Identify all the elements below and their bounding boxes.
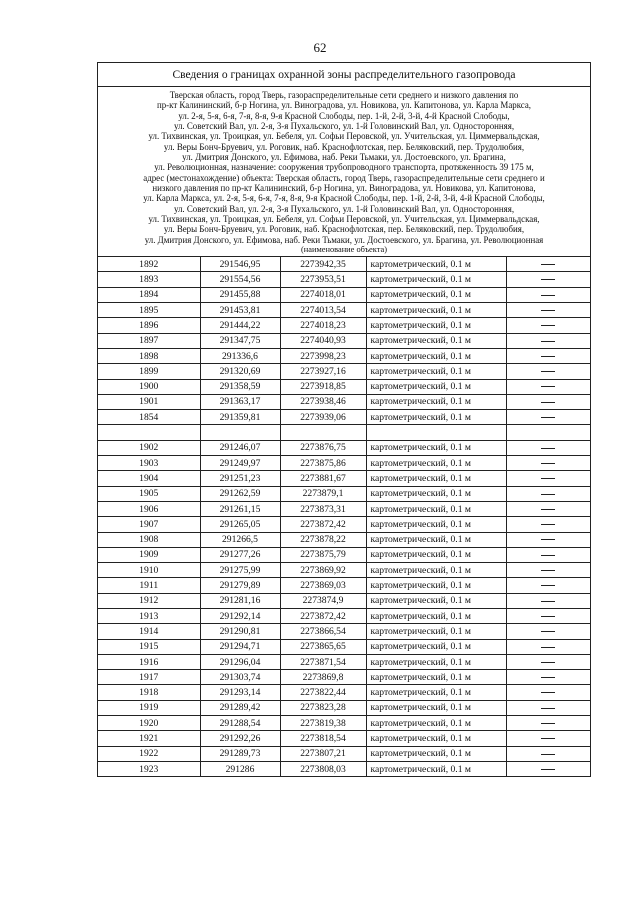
point-number-cell: 1902 (98, 440, 200, 455)
y-coordinate-cell: 2273942,35 (280, 257, 366, 272)
description-cell (506, 746, 590, 761)
point-number-cell: 1900 (98, 379, 200, 394)
table-row (98, 333, 590, 348)
x-coordinate-cell: 291289,42 (200, 700, 280, 715)
table-row (98, 547, 590, 562)
dash-mark (541, 677, 555, 678)
dash-mark (541, 647, 555, 648)
description-cell (506, 716, 590, 731)
table-row (98, 517, 590, 532)
description-cell (506, 639, 590, 654)
method-cell: картометрический, 0.1 м (366, 410, 506, 425)
dash-mark (541, 310, 555, 311)
description-cell (506, 425, 590, 440)
point-number-cell: 1917 (98, 670, 200, 685)
point-number-cell: 1912 (98, 593, 200, 608)
table-row (98, 670, 590, 685)
point-number-cell: 1907 (98, 517, 200, 532)
y-coordinate-cell: 2273873,31 (280, 501, 366, 516)
dash-mark (541, 616, 555, 617)
dash-mark (541, 279, 555, 280)
point-number-cell: 1908 (98, 532, 200, 547)
dash-mark (541, 341, 555, 342)
point-number-cell: 1854 (98, 410, 200, 425)
point-number-cell: 1913 (98, 608, 200, 623)
y-coordinate-cell: 2273818,54 (280, 731, 366, 746)
x-coordinate-cell: 291358,59 (200, 379, 280, 394)
table-row (98, 608, 590, 623)
x-coordinate-cell: 291265,05 (200, 517, 280, 532)
description-cell (506, 731, 590, 746)
method-cell: картометрический, 0.1 м (366, 670, 506, 685)
dash-mark (541, 662, 555, 663)
description-line: ул. Советский Вал, ул. 2-я, 3-я Пухальского, ул. 1-й Головинский Вал, ул. Односторонняя, (173, 203, 515, 214)
method-cell: картометрический, 0.1 м (366, 578, 506, 593)
method-cell: картометрический, 0.1 м (366, 563, 506, 578)
dash-mark (541, 754, 555, 755)
table-row (98, 379, 590, 394)
table-row (98, 394, 590, 409)
dash-mark (541, 509, 555, 510)
table-row (98, 639, 590, 654)
x-coordinate-cell: 291266,5 (200, 532, 280, 547)
dash-mark (541, 325, 555, 326)
table-row (98, 257, 590, 272)
table-row (98, 501, 590, 516)
dash-mark (541, 539, 555, 540)
point-number-cell: 1911 (98, 578, 200, 593)
description-cell (506, 532, 590, 547)
method-cell: картометрический, 0.1 м (366, 318, 506, 333)
y-coordinate-cell: 2273872,42 (280, 608, 366, 623)
description-cell (506, 670, 590, 685)
dash-mark (541, 402, 555, 403)
table-row (98, 440, 590, 455)
y-coordinate-cell: 2274013,54 (280, 303, 366, 318)
point-number-cell: 1904 (98, 471, 200, 486)
table-row (98, 700, 590, 715)
x-coordinate-cell: 291292,14 (200, 608, 280, 623)
table-row (98, 746, 590, 761)
method-cell: картометрический, 0.1 м (366, 547, 506, 562)
point-number-cell: 1914 (98, 624, 200, 639)
point-number-cell: 1905 (98, 486, 200, 501)
description-cell (506, 501, 590, 516)
method-cell: картометрический, 0.1 м (366, 731, 506, 746)
y-coordinate-cell: 2273807,21 (280, 746, 366, 761)
method-cell: картометрический, 0.1 м (366, 333, 506, 348)
y-coordinate-cell: 2273881,67 (280, 471, 366, 486)
method-cell: картометрический, 0.1 м (366, 517, 506, 532)
x-coordinate-cell: 291554,56 (200, 272, 280, 287)
description-cell (506, 471, 590, 486)
table-row (98, 578, 590, 593)
point-number-cell: 1896 (98, 318, 200, 333)
description-line: ул. Дмитрия Донского, ул. Ефимова, наб. Реки Тьмаки, ул. Достоевского, ул. Брагина, (182, 152, 506, 163)
method-cell: картометрический, 0.1 м (366, 456, 506, 471)
object-name-caption: (наименование объекта) (300, 245, 387, 255)
y-coordinate-cell: 2273869,03 (280, 578, 366, 593)
y-coordinate-cell (280, 425, 366, 440)
method-cell: картометрический, 0.1 м (366, 303, 506, 318)
x-coordinate-cell: 291320,69 (200, 364, 280, 379)
table-row (98, 624, 590, 639)
description-cell (506, 547, 590, 562)
dash-mark (541, 769, 555, 770)
description-line: Тверская область, город Тверь, газораспределительные сети среднего и низкого давления по (169, 90, 519, 100)
dash-mark (541, 295, 555, 296)
table-row (98, 685, 590, 700)
method-cell: картометрический, 0.1 м (366, 440, 506, 455)
table-row (98, 471, 590, 486)
table-row (98, 716, 590, 731)
x-coordinate-cell: 291290,81 (200, 624, 280, 639)
method-cell: картометрический, 0.1 м (366, 593, 506, 608)
table-row (98, 563, 590, 578)
x-coordinate-cell: 291286 (200, 761, 280, 776)
method-cell: картометрический, 0.1 м (366, 685, 506, 700)
dash-mark (541, 463, 555, 464)
method-cell: картометрический, 0.1 м (366, 394, 506, 409)
coordinates-table (98, 256, 590, 776)
description-cell (506, 287, 590, 302)
x-coordinate-cell: 291275,99 (200, 563, 280, 578)
dash-mark (541, 494, 555, 495)
dash-mark (541, 555, 555, 556)
y-coordinate-cell: 2273938,46 (280, 394, 366, 409)
table-row (98, 761, 590, 776)
method-cell: картометрический, 0.1 м (366, 624, 506, 639)
dash-mark (541, 585, 555, 586)
x-coordinate-cell: 291246,07 (200, 440, 280, 455)
description-cell (506, 272, 590, 287)
description-line: ул. Тихвинская, ул. Троицкая, ул. Бебеля, ул. Софьи Перовской, ул. Учительская, ул. Циммервальдская, (148, 131, 540, 142)
method-cell: картометрический, 0.1 м (366, 379, 506, 394)
description-line: ул. 2-я, 5-я, 6-я, 7-я, 8-я, 9-я Красной Слободы, пер. 1-й, 2-й, 3-й, 4-й Красной Слободы, (178, 110, 510, 121)
dash-mark (541, 448, 555, 449)
dash-mark (541, 478, 555, 479)
dash-mark (541, 738, 555, 739)
point-number-cell: 1916 (98, 654, 200, 669)
table-row (98, 654, 590, 669)
y-coordinate-cell: 2273875,86 (280, 456, 366, 471)
x-coordinate-cell: 291294,71 (200, 639, 280, 654)
method-cell: картометрический, 0.1 м (366, 287, 506, 302)
point-number-cell: 1921 (98, 731, 200, 746)
x-coordinate-cell: 291359,81 (200, 410, 280, 425)
description-cell (506, 486, 590, 501)
method-cell: картометрический, 0.1 м (366, 746, 506, 761)
description-line: ул. Тихвинская, ул. Троицкая, ул. Бебеля, ул. Софьи Перовской, ул. Учительская, ул. Циммервальдская, (148, 214, 540, 225)
y-coordinate-cell: 2273998,23 (280, 348, 366, 363)
description-line: ул. Дмитрия Донского, ул. Ефимова, наб. Реки Тьмаки, ул. Достоевского, ул. Брагина, ул. Революционная (144, 234, 544, 245)
y-coordinate-cell: 2273822,44 (280, 685, 366, 700)
y-coordinate-cell: 2273875,79 (280, 547, 366, 562)
x-coordinate-cell: 291262,59 (200, 486, 280, 501)
description-cell (506, 410, 590, 425)
document-title: Сведения о границах охранной зоны распределительного газопровода (98, 63, 590, 87)
point-number-cell (98, 425, 200, 440)
y-coordinate-cell: 2273876,75 (280, 440, 366, 455)
description-cell (506, 624, 590, 639)
description-line: ул. Веры Бонч-Бруевич, ул. Роговик, наб. Краснофлотская, пер. Беляковский, пер. Трудолюбия, (163, 141, 525, 152)
y-coordinate-cell: 2273872,42 (280, 517, 366, 532)
x-coordinate-cell (200, 425, 280, 440)
x-coordinate-cell: 291279,89 (200, 578, 280, 593)
x-coordinate-cell: 291281,16 (200, 593, 280, 608)
x-coordinate-cell: 291296,04 (200, 654, 280, 669)
description-cell (506, 303, 590, 318)
dash-mark (541, 692, 555, 693)
x-coordinate-cell: 291251,23 (200, 471, 280, 486)
point-number-cell: 1909 (98, 547, 200, 562)
point-number-cell: 1898 (98, 348, 200, 363)
y-coordinate-cell: 2273869,92 (280, 563, 366, 578)
point-number-cell: 1910 (98, 563, 200, 578)
description-cell (506, 456, 590, 471)
description-cell (506, 578, 590, 593)
x-coordinate-cell: 291444,22 (200, 318, 280, 333)
boundary-sheet (97, 62, 591, 777)
y-coordinate-cell: 2273879,1 (280, 486, 366, 501)
y-coordinate-cell: 2273939,06 (280, 410, 366, 425)
description-line: ул. Революционная, назначение: сооружения трубопроводного транспорта, протяженность 39 175 м, (154, 162, 534, 173)
point-number-cell: 1923 (98, 761, 200, 776)
method-cell: картометрический, 0.1 м (366, 364, 506, 379)
point-number-cell: 1918 (98, 685, 200, 700)
method-cell: картометрический, 0.1 м (366, 501, 506, 516)
point-number-cell: 1901 (98, 394, 200, 409)
dash-mark (541, 356, 555, 357)
y-coordinate-cell: 2274018,01 (280, 287, 366, 302)
table-row (98, 731, 590, 746)
point-number-cell: 1895 (98, 303, 200, 318)
x-coordinate-cell: 291453,81 (200, 303, 280, 318)
description-cell (506, 333, 590, 348)
method-cell: картометрический, 0.1 м (366, 532, 506, 547)
description-line: ул. Веры Бонч-Бруевич, ул. Роговик, наб. Краснофлотская, пер. Беляковский, пер. Трудолюбия, (163, 224, 525, 235)
dash-mark (541, 417, 555, 418)
table-row (98, 486, 590, 501)
point-number-cell: 1897 (98, 333, 200, 348)
method-cell: картометрический, 0.1 м (366, 471, 506, 486)
description-cell (506, 685, 590, 700)
method-cell: картометрический, 0.1 м (366, 700, 506, 715)
description-line: ул. Карла Маркса, ул. 2-я, 5-я, 6-я, 7-я, 8-я, 9-я Красной Слободы, пер. 1-й, 2-й, 3-й, 4-й Красной Слободы, (143, 193, 545, 204)
point-number-cell: 1892 (98, 257, 200, 272)
x-coordinate-cell: 291363,17 (200, 394, 280, 409)
method-cell: картометрический, 0.1 м (366, 257, 506, 272)
dash-mark (541, 723, 555, 724)
description-cell (506, 563, 590, 578)
y-coordinate-cell: 2273918,85 (280, 379, 366, 394)
method-cell: картометрический, 0.1 м (366, 348, 506, 363)
point-number-cell: 1915 (98, 639, 200, 654)
table-row (98, 425, 590, 440)
description-cell (506, 394, 590, 409)
method-cell: картометрический, 0.1 м (366, 654, 506, 669)
page-number: 62 (313, 40, 327, 55)
method-cell: картометрический, 0.1 м (366, 608, 506, 623)
description-line: низкого давления по пр-кт Калининский, б-р Ногина, ул. Виноградова, ул. Новикова, ул. Капитонова, (152, 183, 536, 194)
x-coordinate-cell: 291546,95 (200, 257, 280, 272)
table-row (98, 287, 590, 302)
description-cell (506, 593, 590, 608)
x-coordinate-cell: 291277,26 (200, 547, 280, 562)
y-coordinate-cell: 2273927,16 (280, 364, 366, 379)
x-coordinate-cell: 291289,73 (200, 746, 280, 761)
y-coordinate-cell: 2273874,9 (280, 593, 366, 608)
dash-mark (541, 601, 555, 602)
x-coordinate-cell: 291293,14 (200, 685, 280, 700)
method-cell (366, 425, 506, 440)
y-coordinate-cell: 2273819,38 (280, 716, 366, 731)
x-coordinate-cell: 291303,74 (200, 670, 280, 685)
x-coordinate-cell: 291261,15 (200, 501, 280, 516)
table-row (98, 348, 590, 363)
dash-mark (541, 386, 555, 387)
description-cell (506, 517, 590, 532)
method-cell: картометрический, 0.1 м (366, 272, 506, 287)
dash-mark (541, 264, 555, 265)
y-coordinate-cell: 2273871,54 (280, 654, 366, 669)
y-coordinate-cell: 2274040,93 (280, 333, 366, 348)
dash-mark (541, 631, 555, 632)
point-number-cell: 1922 (98, 746, 200, 761)
table-row (98, 410, 590, 425)
description-cell (506, 379, 590, 394)
dash-mark (541, 570, 555, 571)
point-number-cell: 1920 (98, 716, 200, 731)
point-number-cell: 1906 (98, 501, 200, 516)
y-coordinate-cell: 2274018,23 (280, 318, 366, 333)
table-row (98, 318, 590, 333)
method-cell: картометрический, 0.1 м (366, 639, 506, 654)
description-line: пр-кт Калининский, б-р Ногина, ул. Виноградова, ул. Новикова, ул. Капитонова, ул. Карла Маркса, (157, 100, 531, 111)
y-coordinate-cell: 2273865,65 (280, 639, 366, 654)
description-cell (506, 608, 590, 623)
description-cell (506, 761, 590, 776)
x-coordinate-cell: 291347,75 (200, 333, 280, 348)
table-row (98, 272, 590, 287)
dash-mark (541, 524, 555, 525)
description-line: адрес (местонахождение) объекта: Тверская область, город Тверь, газораспределительные сети среднего и (143, 172, 545, 183)
point-number-cell: 1919 (98, 700, 200, 715)
point-number-cell: 1894 (98, 287, 200, 302)
method-cell: картометрический, 0.1 м (366, 716, 506, 731)
x-coordinate-cell: 291249,97 (200, 456, 280, 471)
description-cell (506, 654, 590, 669)
point-number-cell: 1899 (98, 364, 200, 379)
method-cell: картометрический, 0.1 м (366, 761, 506, 776)
description-cell (506, 440, 590, 455)
description-cell (506, 257, 590, 272)
y-coordinate-cell: 2273869,8 (280, 670, 366, 685)
y-coordinate-cell: 2273808,03 (280, 761, 366, 776)
description-cell (506, 364, 590, 379)
x-coordinate-cell: 291288,54 (200, 716, 280, 731)
table-row (98, 593, 590, 608)
table-row (98, 456, 590, 471)
description-cell (506, 348, 590, 363)
x-coordinate-cell: 291455,88 (200, 287, 280, 302)
x-coordinate-cell: 291336,6 (200, 348, 280, 363)
y-coordinate-cell: 2273878,22 (280, 532, 366, 547)
point-number-cell: 1893 (98, 272, 200, 287)
y-coordinate-cell: 2273953,51 (280, 272, 366, 287)
dash-mark (541, 371, 555, 372)
table-row (98, 532, 590, 547)
description-cell (506, 318, 590, 333)
point-number-cell: 1903 (98, 456, 200, 471)
object-description (98, 87, 590, 245)
table-row (98, 364, 590, 379)
table-row (98, 303, 590, 318)
dash-mark (541, 708, 555, 709)
method-cell: картометрический, 0.1 м (366, 486, 506, 501)
y-coordinate-cell: 2273823,28 (280, 700, 366, 715)
y-coordinate-cell: 2273866,54 (280, 624, 366, 639)
x-coordinate-cell: 291292,26 (200, 731, 280, 746)
description-line: ул. Советский Вал, ул. 2-я, 3-я Пухальского, ул. 1-й Головинский Вал, ул. Односторонняя, (173, 121, 515, 132)
description-cell (506, 700, 590, 715)
